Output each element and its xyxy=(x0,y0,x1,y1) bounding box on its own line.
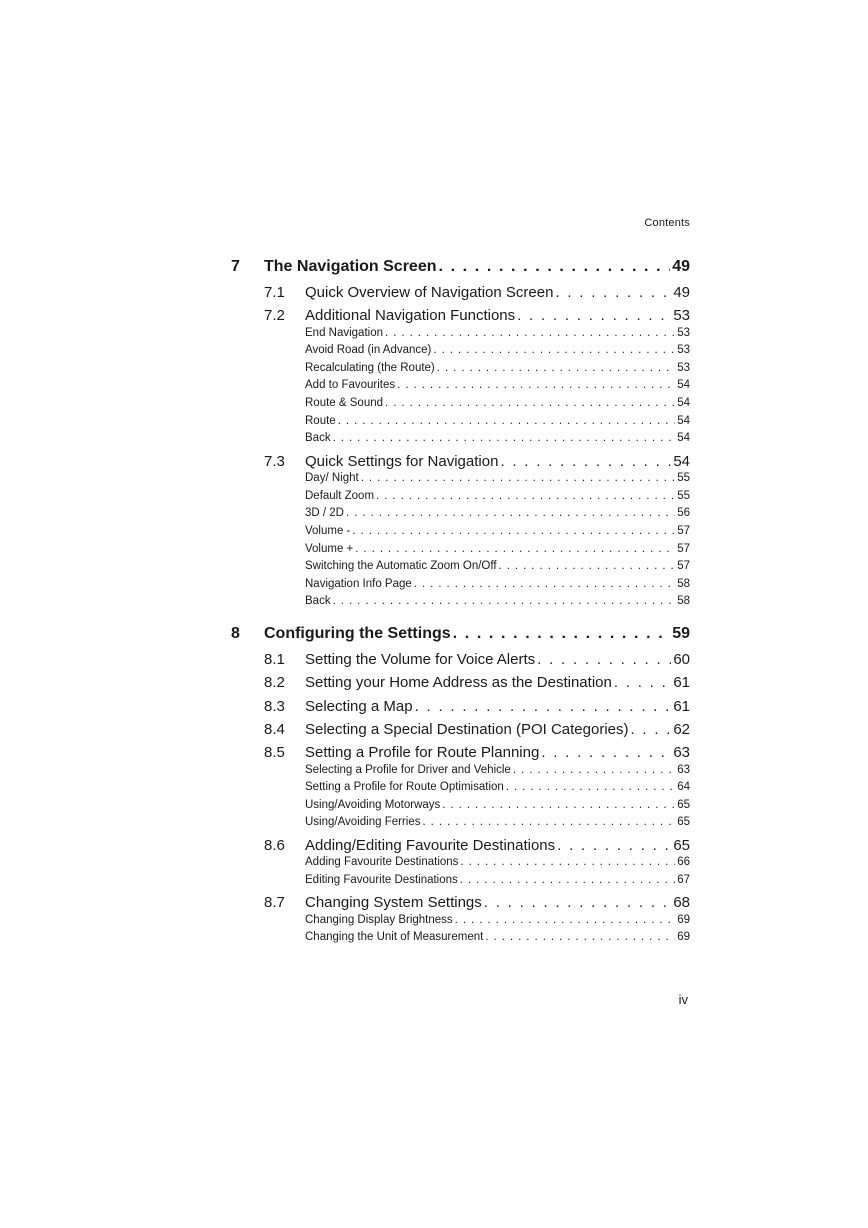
toc-subsection-title: Add to Favourites xyxy=(305,379,396,392)
dot-leader xyxy=(414,578,675,590)
running-head: Contents xyxy=(644,217,690,229)
toc-section-title: Additional Navigation Functions xyxy=(305,307,516,325)
dot-leader xyxy=(385,327,675,339)
toc-section[interactable] xyxy=(264,284,690,304)
toc-subsection[interactable] xyxy=(305,914,690,930)
toc-section-title: Adding/Editing Favourite Destinations xyxy=(305,836,556,854)
toc-section-page: 65 xyxy=(673,836,690,854)
dot-leader xyxy=(500,453,671,470)
toc-section-page: 62 xyxy=(673,720,690,738)
toc-section-number: 7.1 xyxy=(264,284,285,301)
toc-subsection-page: 53 xyxy=(677,326,690,339)
toc-section[interactable] xyxy=(264,744,690,764)
toc-section[interactable] xyxy=(264,651,690,671)
toc-section-page: 68 xyxy=(673,894,690,912)
toc-subsection-title: Back xyxy=(305,595,331,608)
toc-subsection[interactable] xyxy=(305,595,690,611)
dot-leader xyxy=(557,837,671,854)
toc-section-title: Quick Settings for Navigation xyxy=(305,452,499,470)
toc-subsection[interactable] xyxy=(305,931,690,947)
toc-subsection[interactable] xyxy=(305,816,690,832)
dot-leader xyxy=(442,799,675,811)
toc-section-title: Setting a Profile for Route Planning xyxy=(305,744,540,762)
page-number: iv xyxy=(678,992,688,1007)
toc-subsection-title: Volume - xyxy=(305,524,351,537)
toc-section-number: 8.5 xyxy=(264,744,285,762)
toc-subsection[interactable] xyxy=(305,560,690,576)
toc-section-number: 7.2 xyxy=(264,307,285,325)
toc-subsection[interactable] xyxy=(305,327,690,343)
dot-leader xyxy=(422,816,675,828)
toc-subsection[interactable] xyxy=(305,764,690,780)
toc-section-page: 60 xyxy=(673,651,690,668)
toc-subsection-page: 66 xyxy=(677,856,690,869)
toc-section-page: 54 xyxy=(673,452,690,470)
dot-leader xyxy=(346,507,675,519)
toc-section[interactable] xyxy=(264,452,690,473)
toc-subsection[interactable] xyxy=(305,397,690,413)
toc-subsection-title: Changing the Unit of Measurement xyxy=(305,931,484,944)
toc-chapter[interactable] xyxy=(231,625,690,647)
toc-subsection-title: Volume + xyxy=(305,542,354,555)
toc-chapter-page: 49 xyxy=(672,258,690,275)
toc-section-title: Selecting a Map xyxy=(305,697,413,715)
toc-section[interactable] xyxy=(264,720,690,741)
toc-subsection-title: Recalculating (the Route) xyxy=(305,361,435,374)
toc-subsection-page: 56 xyxy=(677,507,690,520)
toc-subsection-page: 53 xyxy=(677,344,690,357)
dot-leader xyxy=(555,284,671,301)
dot-leader xyxy=(460,874,675,886)
dot-leader xyxy=(376,490,675,502)
toc-subsection[interactable] xyxy=(305,856,690,872)
dot-leader xyxy=(352,525,675,537)
toc-subsection-page: 54 xyxy=(677,432,690,445)
dot-leader xyxy=(439,258,671,276)
dot-leader xyxy=(437,362,675,374)
toc-subsection-page: 58 xyxy=(677,595,690,608)
toc-subsection-title: Adding Favourite Destinations xyxy=(305,856,459,869)
toc-section-page: 49 xyxy=(673,284,690,301)
toc-subsection-title: Navigation Info Page xyxy=(305,577,412,590)
dot-leader xyxy=(460,856,675,868)
dot-leader xyxy=(333,595,676,607)
dot-leader xyxy=(506,781,675,793)
toc-subsection-page: 63 xyxy=(677,763,690,776)
toc-subsection-title: Switching the Automatic Zoom On/Off xyxy=(305,560,497,573)
toc-subsection[interactable] xyxy=(305,578,690,594)
toc-subsection-page: 54 xyxy=(677,397,690,409)
toc-subsection-title: End Navigation xyxy=(305,326,383,339)
toc-subsection-page: 55 xyxy=(677,472,690,485)
toc-section-number: 8.4 xyxy=(264,720,285,738)
dot-leader xyxy=(484,894,672,911)
toc-subsection-title: Using/Avoiding Ferries xyxy=(305,816,421,829)
toc-section-title: Changing System Settings xyxy=(305,894,482,912)
toc-chapter-number: 7 xyxy=(231,258,240,275)
toc-subsection[interactable] xyxy=(305,490,690,506)
toc-subsection-title: Avoid Road (in Advance) xyxy=(305,344,432,357)
toc-subsection-title: Default Zoom xyxy=(305,489,375,502)
toc-subsection-title: Route xyxy=(305,414,336,427)
toc-section-number: 8.2 xyxy=(264,674,285,692)
toc-section-number: 8.3 xyxy=(264,697,285,715)
toc-section-number: 8.7 xyxy=(264,894,285,912)
toc-subsection-title: Using/Avoiding Motorways xyxy=(305,798,441,811)
toc-subsection[interactable] xyxy=(305,543,690,559)
toc-subsection[interactable] xyxy=(305,525,690,541)
toc-section-page: 61 xyxy=(673,674,690,692)
toc-subsection-page: 69 xyxy=(677,913,690,926)
dot-leader xyxy=(537,651,671,668)
toc-subsection[interactable] xyxy=(305,432,690,448)
toc-subsection-title: Selecting a Profile for Driver and Vehicle xyxy=(305,763,511,776)
dot-leader xyxy=(485,931,675,943)
toc-chapter-page: 59 xyxy=(672,625,690,642)
toc-section[interactable] xyxy=(264,307,690,327)
toc-chapter-number: 8 xyxy=(231,625,240,642)
dot-leader xyxy=(338,415,676,427)
toc-section-page: 53 xyxy=(673,307,690,325)
dot-leader xyxy=(333,432,676,444)
toc-section[interactable] xyxy=(264,674,690,694)
toc-subsection-page: 55 xyxy=(677,489,690,502)
dot-leader xyxy=(415,698,672,715)
toc-section-title: Quick Overview of Navigation Screen xyxy=(305,284,554,301)
toc-section-page: 63 xyxy=(673,744,690,762)
toc-section-title: Setting the Volume for Voice Alerts xyxy=(305,651,536,668)
toc-section-title: Selecting a Special Destination (POI Categories) xyxy=(305,720,629,738)
toc-subsection-page: 65 xyxy=(677,798,690,811)
toc-subsection-page: 67 xyxy=(677,873,690,886)
toc-subsection[interactable] xyxy=(305,874,690,890)
toc-subsection-title: Setting a Profile for Route Optimisation xyxy=(305,781,504,794)
toc-subsection[interactable] xyxy=(305,781,690,797)
toc-subsection-title: 3D / 2D xyxy=(305,507,344,520)
toc-chapter-title: The Navigation Screen xyxy=(264,258,437,275)
dot-leader xyxy=(499,560,676,572)
toc-section-number: 8.1 xyxy=(264,651,285,668)
toc-subsection-title: Day/ Night xyxy=(305,472,359,485)
toc-subsection[interactable] xyxy=(305,415,690,431)
toc-subsection-page: 57 xyxy=(677,560,690,573)
toc-subsection-title: Back xyxy=(305,432,331,445)
toc-subsection-page: 57 xyxy=(677,542,690,555)
toc-subsection-page: 54 xyxy=(677,414,690,427)
toc-chapter-title: Configuring the Settings xyxy=(264,625,451,642)
toc-subsection-page: 53 xyxy=(677,361,690,374)
dot-leader xyxy=(433,344,675,356)
dot-leader xyxy=(541,744,671,761)
dot-leader xyxy=(385,397,675,409)
dot-leader xyxy=(631,721,672,738)
toc-subsection[interactable] xyxy=(305,507,690,523)
dot-leader xyxy=(453,625,671,643)
toc-subsection-page: 57 xyxy=(677,524,690,537)
toc-subsection[interactable] xyxy=(305,379,690,395)
toc-section-number: 7.3 xyxy=(264,452,285,470)
toc-section[interactable] xyxy=(264,836,690,857)
dot-leader xyxy=(455,914,676,926)
toc-subsection-page: 54 xyxy=(677,379,690,392)
toc-subsection-page: 65 xyxy=(677,816,690,829)
toc-subsection-page: 69 xyxy=(677,931,690,944)
dot-leader xyxy=(355,543,675,555)
toc-section[interactable] xyxy=(264,894,690,914)
toc-subsection-page: 58 xyxy=(677,577,690,590)
dot-leader xyxy=(397,379,675,391)
toc-section-number: 8.6 xyxy=(264,836,285,854)
toc-subsection-title: Route & Sound xyxy=(305,397,384,409)
toc-subsection-page: 64 xyxy=(677,781,690,794)
dot-leader xyxy=(513,764,675,776)
toc-subsection[interactable] xyxy=(305,362,690,378)
toc-section-page: 61 xyxy=(673,697,690,715)
toc-subsection-title: Editing Favourite Destinations xyxy=(305,873,458,886)
toc-subsection[interactable] xyxy=(305,799,690,815)
dot-leader xyxy=(517,307,671,324)
dot-leader xyxy=(614,674,671,691)
toc-section[interactable] xyxy=(264,697,690,718)
toc-subsection-title: Changing Display Brightness xyxy=(305,913,453,926)
toc-subsection[interactable] xyxy=(305,344,690,360)
toc-section-title: Setting your Home Address as the Destination xyxy=(305,674,612,692)
toc-chapter[interactable] xyxy=(231,258,690,280)
dot-leader xyxy=(361,472,676,484)
toc-subsection[interactable] xyxy=(305,472,690,488)
